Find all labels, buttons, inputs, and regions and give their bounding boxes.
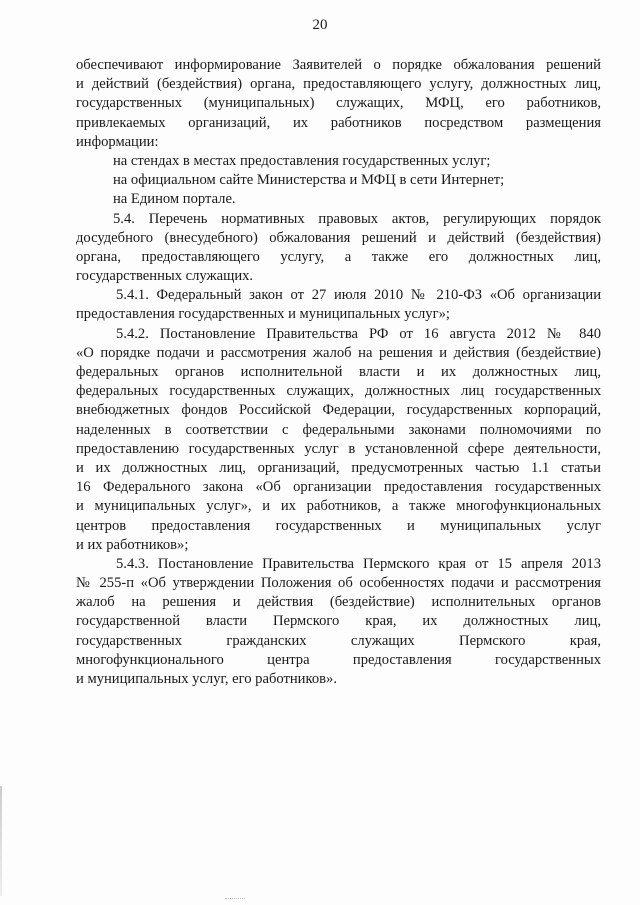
scan-dots-artifact <box>225 898 245 902</box>
text-line: центров предоставления государственных и муниципальных услуг <box>76 517 601 534</box>
text-line: на стендах в местах предоставления государственных услуг; <box>113 152 491 169</box>
text-line: жалоб на решения и действия (бездействие) исполнительных органов <box>76 594 601 611</box>
text-line: 5.4.2. Постановление Правительства РФ от 16 августа 2012 № 840 <box>116 325 601 342</box>
text-line: и их работников»; <box>76 536 189 553</box>
text-line: наделенных в соответствии с федеральными законами полномочиями по <box>76 421 601 438</box>
text-line: государственных гражданских служащих Пермского края, <box>76 632 601 649</box>
text-line: федеральных органов исполнительной власти и их должностных лиц, <box>76 364 601 380</box>
text-line: и муниципальных услуг», и их работников, а также многофункциональных <box>76 498 601 515</box>
text-line: и действий (бездействия) органа, предоставляющего услугу, должностных лиц, <box>76 76 601 93</box>
text-line: № 255-п «Об утверждении Положения об особенностях подачи и рассмотрения <box>76 575 601 592</box>
text-line: внебюджетных фондов Российской Федерации, государственных корпораций, <box>76 402 601 419</box>
text-line: предоставления государственных и муниципальных услуг»; <box>76 306 450 323</box>
text-line: досудебного (внесудебного) обжалования решений и действий (бездействия) <box>76 229 601 246</box>
scan-edge-artifact <box>0 786 2 896</box>
text-line: 16 Федерального закона «Об организации предоставления государственных <box>76 479 601 496</box>
text-line: «О порядке подачи и рассмотрения жалоб на решения и действия (бездействие) <box>76 344 601 361</box>
text-line: государственных служащих. <box>76 268 254 285</box>
text-line: 5.4.3. Постановление Правительства Пермского края от 15 апреля 2013 <box>116 555 601 572</box>
text-line: на официальном сайте Министерства и МФЦ в сети Интернет; <box>113 172 505 189</box>
text-line: 5.4. Перечень нормативных правовых актов, регулирующих порядок <box>113 210 601 227</box>
text-line: информации: <box>76 133 159 150</box>
text-line: и их должностных лиц, организаций, предусмотренных частью 1.1 статьи <box>76 459 601 476</box>
text-line: и муниципальных услуг, его работников». <box>76 671 337 687</box>
text-line: привлекаемых организаций, их работников посредством размещения <box>76 114 601 131</box>
document-body <box>76 56 601 689</box>
text-line: федеральных государственных служащих, должностных лиц государственных <box>76 383 601 400</box>
text-line: государственной власти Пермского края, их должностных лиц, <box>76 613 601 630</box>
text-line: на Едином портале. <box>113 191 236 208</box>
text-line: 5.4.1. Федеральный закон от 27 июля 2010 № 210-ФЗ «Об организации <box>116 287 601 304</box>
page-number: 20 <box>312 17 328 33</box>
text-line: предоставлению государственных услуг в установленной сфере деятельности, <box>76 440 601 457</box>
text-line: многофункционального центра предоставления государственных <box>76 651 601 668</box>
text-line: органа, предоставляющего услугу, а также его должностных лиц, <box>76 248 601 265</box>
text-line: обеспечивают информирование Заявителей о порядке обжалования решений <box>76 57 601 73</box>
text-line: государственных (муниципальных) служащих, МФЦ, его работников, <box>76 95 601 112</box>
